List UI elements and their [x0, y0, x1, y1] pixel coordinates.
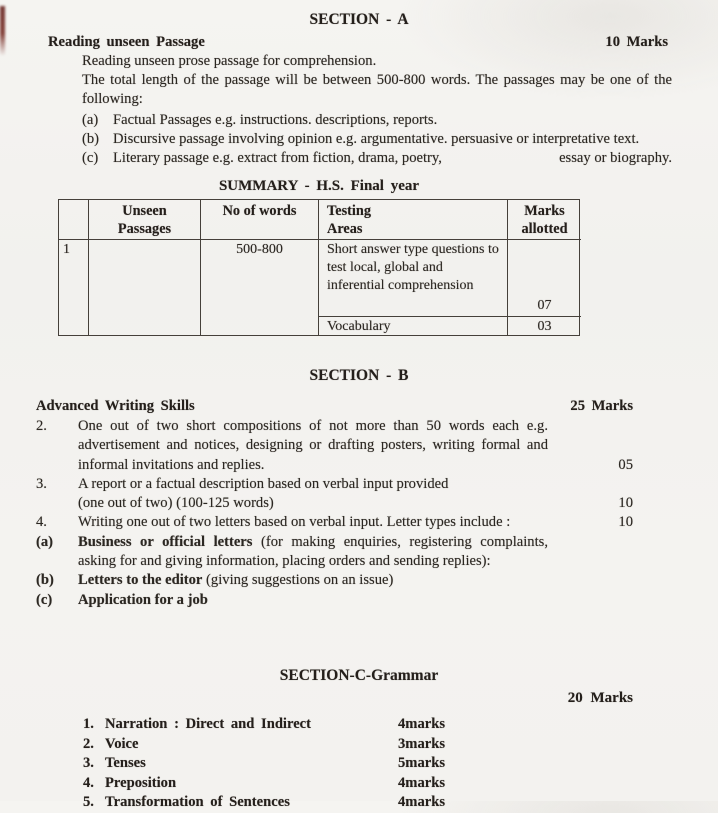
letter-type-a-lead: Business or official letters — [78, 533, 253, 550]
section-b-title: SECTION - B — [309, 367, 409, 384]
item-c-marker: (c) — [82, 150, 99, 166]
item-2-number: 2. — [36, 418, 47, 434]
item-4-number: 4. — [36, 514, 47, 531]
letter-type-b-lead: Letters to the editor — [78, 572, 203, 589]
section-b-heading-row — [36, 397, 633, 416]
grammar-item-voice: 2. Voice 3marks — [83, 735, 718, 755]
cell-no-of-words: 500-800 — [201, 240, 319, 335]
section-a-heading-row — [48, 33, 668, 52]
section-b-heading: Advanced Writing Skills — [36, 398, 195, 414]
item-b-marker: (b) — [82, 131, 100, 147]
item-c-text-left: Literary passage e.g. extract from fiction, drama, poetry, — [113, 150, 442, 166]
section-a-heading: Reading unseen Passage — [48, 34, 205, 50]
item-a-text: Factual Passages e.g. instructions. descriptions, reports. — [113, 112, 438, 128]
section-a-passage-list — [0, 111, 718, 168]
section-a-paragraph-1: Reading unseen prose passage for comprehension. — [82, 53, 377, 69]
item-2 — [36, 417, 633, 475]
grammar-item-transformation: 5. Transformation of Sentences 4marks — [83, 793, 718, 813]
letter-type-a — [36, 533, 633, 572]
item-3-line-1: A report or a factual description based on verbal input provided — [78, 475, 449, 492]
cell-marks-main: 07 — [537, 298, 552, 313]
header-no-of-words: No of words — [201, 200, 319, 240]
item-2-marks: 05 — [618, 456, 633, 473]
item-3 — [36, 475, 633, 514]
cell-marks-sub: 03 — [508, 316, 581, 335]
summary-table-title: SUMMARY - H.S. Final year — [218, 178, 420, 194]
grammar-item-preposition-marks: 4marks — [398, 774, 446, 791]
item-4-text: Writing one out of two letters based on verbal input. Letter types include : — [78, 514, 511, 531]
letter-type-c-lead: Application for a job — [78, 591, 208, 608]
item-3-number: 3. — [36, 475, 47, 492]
letter-type-a-rest: (for making enquiries, registering complaints, asking for and giving information, placing orders and sending replies): — [78, 533, 548, 570]
cell-testing-area-sub: Vocabulary — [319, 316, 508, 335]
header-marks-allotted: Marks allotted — [508, 200, 581, 240]
letter-type-b — [36, 571, 633, 590]
section-a-marks-label: 10 Marks — [605, 34, 668, 50]
item-b-text: Discursive passage involving opinion e.g. argumentative. persuasive or interpretative text. — [113, 131, 640, 147]
grammar-list — [83, 715, 718, 813]
section-a-title: SECTION - A — [309, 11, 409, 28]
list-item-b — [82, 130, 672, 149]
section-c-marks-label: 20 Marks — [567, 689, 633, 706]
letter-type-c — [36, 591, 633, 610]
item-4-marks: 10 — [618, 514, 633, 531]
grammar-item-transformation-marks: 4marks — [398, 794, 446, 811]
grammar-item-tenses: 3. Tenses 5marks — [83, 754, 718, 774]
item-4 — [36, 513, 633, 532]
grammar-item-tenses-marks: 5marks — [398, 755, 446, 772]
letter-type-b-marker: (b) — [36, 572, 54, 589]
list-item-c — [82, 149, 672, 168]
letter-type-c-text — [78, 591, 548, 610]
letter-type-b-text — [78, 571, 548, 590]
cell-testing-area-main: Short answer type questions to test local, global and inferential comprehension — [319, 240, 508, 316]
grammar-item-preposition: 4. Preposition 4marks — [83, 774, 718, 794]
section-c-title: SECTION-C-Grammar — [279, 666, 439, 684]
section-a-paragraph-2: The total length of the passage will be between 500-800 words. The passages may be one of the following: — [82, 72, 672, 107]
cell-unseen-passages — [89, 240, 201, 335]
grammar-item-voice-marks: 3marks — [398, 735, 446, 752]
section-b-marks-label: 25 Marks — [570, 398, 633, 414]
letter-type-a-marker: (a) — [36, 533, 54, 550]
header-testing-areas: Testing Areas — [319, 200, 508, 240]
item-c-text-right: essay or biography. — [559, 150, 672, 166]
letter-type-a-text — [78, 533, 548, 572]
grammar-item-narration-marks: 4marks — [398, 715, 446, 732]
header-serial — [59, 200, 89, 240]
grammar-item-narration: 1. Narration : Direct and Indirect 4marks — [83, 715, 718, 735]
cell-serial: 1 — [59, 240, 89, 335]
letter-type-c-marker: (c) — [36, 591, 53, 608]
list-item-a — [82, 111, 672, 130]
item-3-text — [78, 475, 548, 514]
section-b-items — [36, 417, 633, 610]
item-a-marker: (a) — [82, 112, 99, 128]
item-2-text: One out of two short compositions of not more than 50 words each e.g. advertisement and notices, designing or drafting posters, writing formal and informal invitations and replies. — [78, 418, 548, 473]
item-3-line-2: (one out of two) (100-125 words) — [78, 495, 274, 512]
item-c-text — [113, 149, 672, 168]
item-3-marks: 10 — [618, 495, 633, 512]
summary-table — [58, 199, 580, 336]
header-unseen-passages: Unseen Passages — [89, 200, 201, 240]
letter-type-b-rest: (giving suggestions on an issue) — [202, 572, 394, 589]
scan-edge-artifact — [0, 6, 5, 56]
